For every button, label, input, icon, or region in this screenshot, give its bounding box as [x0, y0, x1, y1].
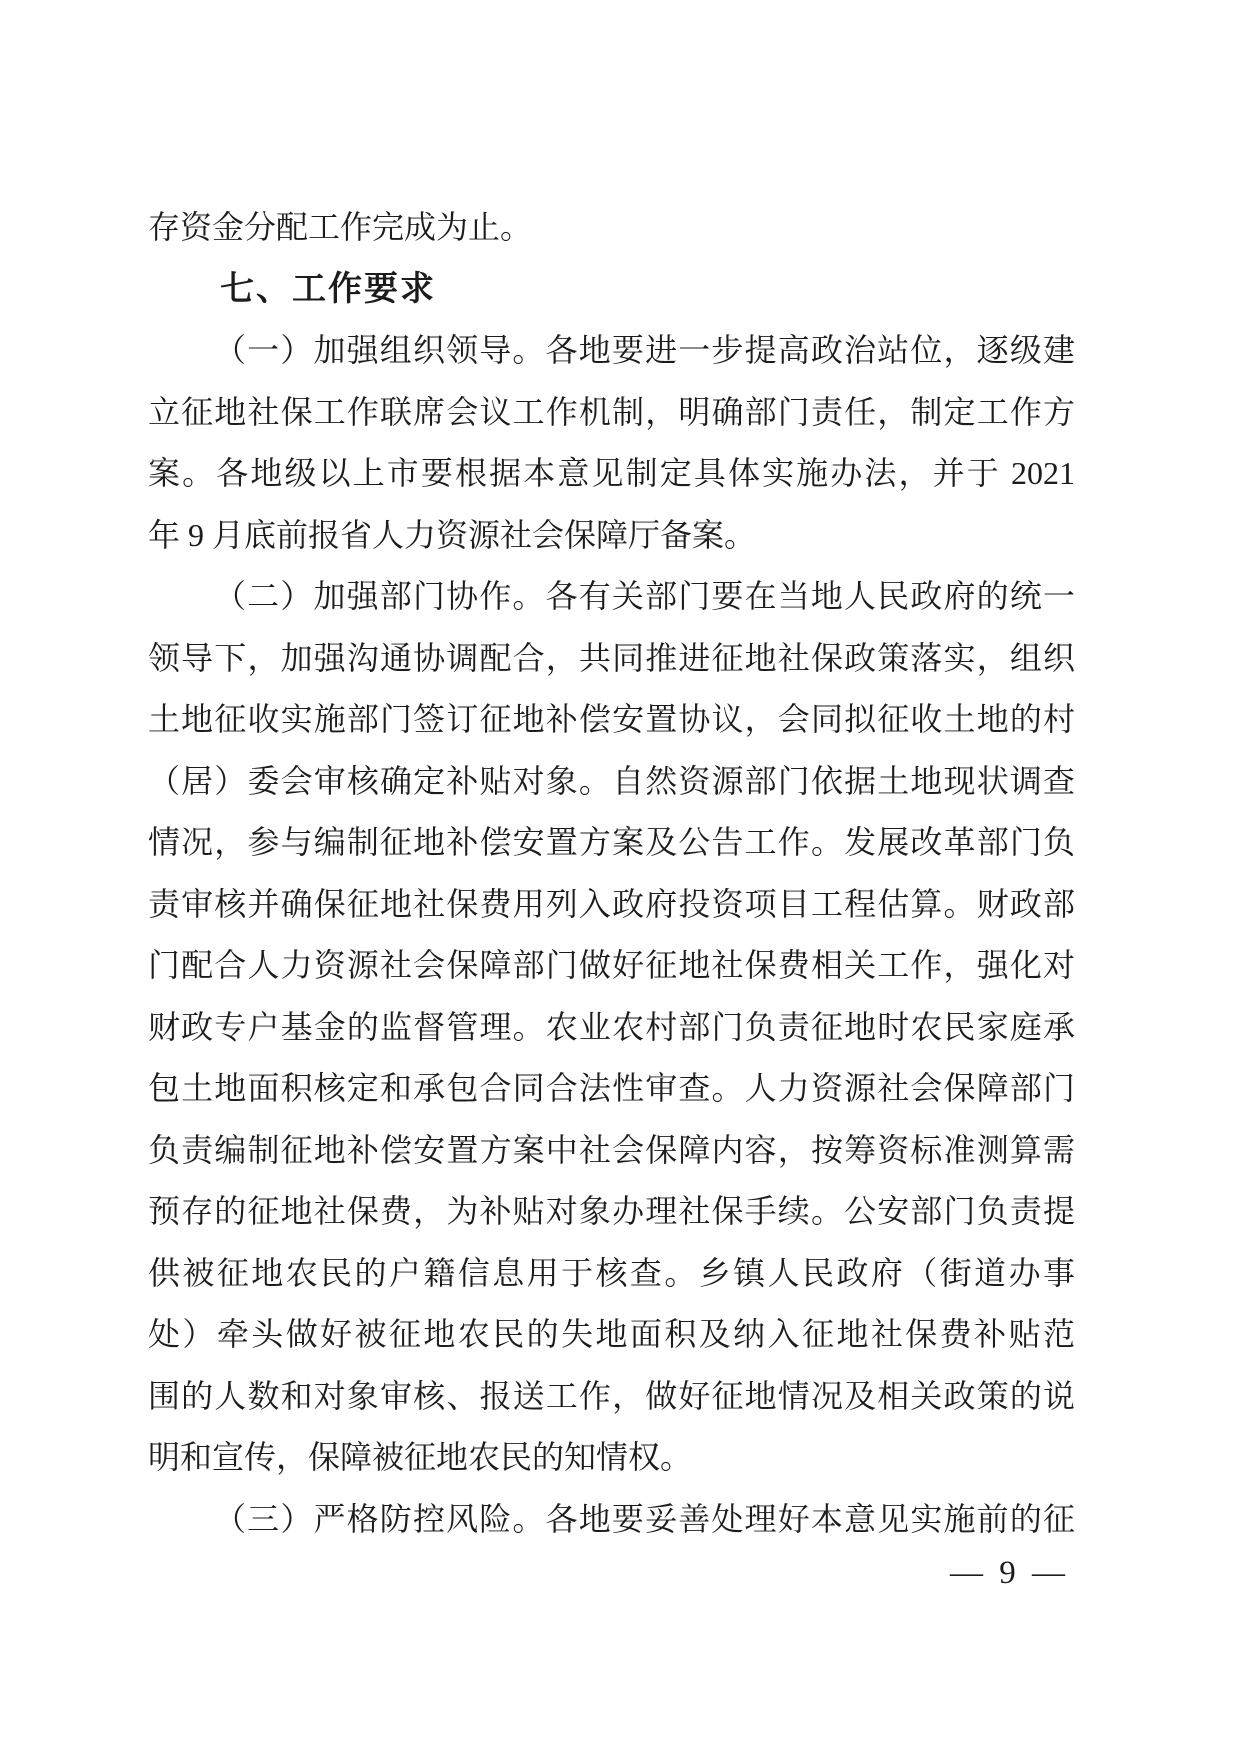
- paragraph-first-line: [148, 566, 1075, 628]
- section-heading: 七、工作要求: [220, 269, 436, 308]
- body-text: 各地要进一步提高政治站位，逐级建: [545, 332, 1075, 368]
- item-lead-in: （一）加强组织领导。: [214, 332, 546, 368]
- body-text: 各有关部门要在当地人民政府的统一: [545, 578, 1075, 614]
- body-line: 供被征地农民的户籍信息用于核查。乡镇人民政府（街道办事: [148, 1254, 1075, 1291]
- document-body: [148, 197, 1075, 1550]
- body-line: 预存的征地社保费，为补贴对象办理社保手续。公安部门负责提: [148, 1193, 1075, 1229]
- body-text: 各地要妥善处理好本意见实施前的征: [545, 1500, 1075, 1537]
- body-line: 情况，参与编制征地补偿安置方案及公告工作。发展改革部门负: [148, 824, 1075, 860]
- item-lead-in: （三）严格防控风险。: [214, 1500, 546, 1537]
- body-line: 明和宣传，保障被征地农民的知情权。: [148, 1439, 693, 1475]
- paragraph-first-line: [148, 1489, 1075, 1551]
- body-line: 责审核并确保征地社保费用列入政府投资项目工程估算。财政部: [148, 885, 1075, 922]
- body-line: 门配合人力资源社会保障部门做好征地社保费相关工作，强化对: [148, 947, 1075, 983]
- paragraph-first-line: [148, 320, 1075, 382]
- body-line: 领导下，加强沟通协调配合，共同推进征地社保政策落实，组织: [148, 639, 1075, 676]
- body-line: 土地征收实施部门签订征地补偿安置协议，会同拟征收土地的村: [148, 701, 1075, 737]
- body-line: 案。各地级以上市要根据本意见制定具体实施办法，并于 2021: [148, 455, 1075, 491]
- body-line: 负责编制征地补偿安置方案中社会保障内容，按筹资标准测算需: [148, 1131, 1075, 1168]
- body-line: 处）牵头做好被征地农民的失地面积及纳入征地社保费补贴范: [148, 1316, 1075, 1352]
- body-line: 财政专户基金的监督管理。农业农村部门负责征地时农民家庭承: [148, 1008, 1075, 1045]
- body-line: 立征地社保工作联席会议工作机制，明确部门责任，制定工作方: [148, 393, 1075, 430]
- body-line: （居）委会审核确定补贴对象。自然资源部门依据土地现状调查: [148, 762, 1075, 799]
- body-line: 存资金分配工作完成为止。: [148, 209, 533, 245]
- page-number: — 9 —: [950, 1555, 1069, 1591]
- body-line: 年 9 月底前报省人力资源社会保障厅备案。: [148, 516, 757, 553]
- body-line: 围的人数和对象审核、报送工作，做好征地情况及相关政策的说: [148, 1377, 1075, 1414]
- body-line: 包土地面积核定和承包合同合法性审查。人力资源社会保障部门: [148, 1070, 1075, 1106]
- item-lead-in: （二）加强部门协作。: [214, 578, 546, 614]
